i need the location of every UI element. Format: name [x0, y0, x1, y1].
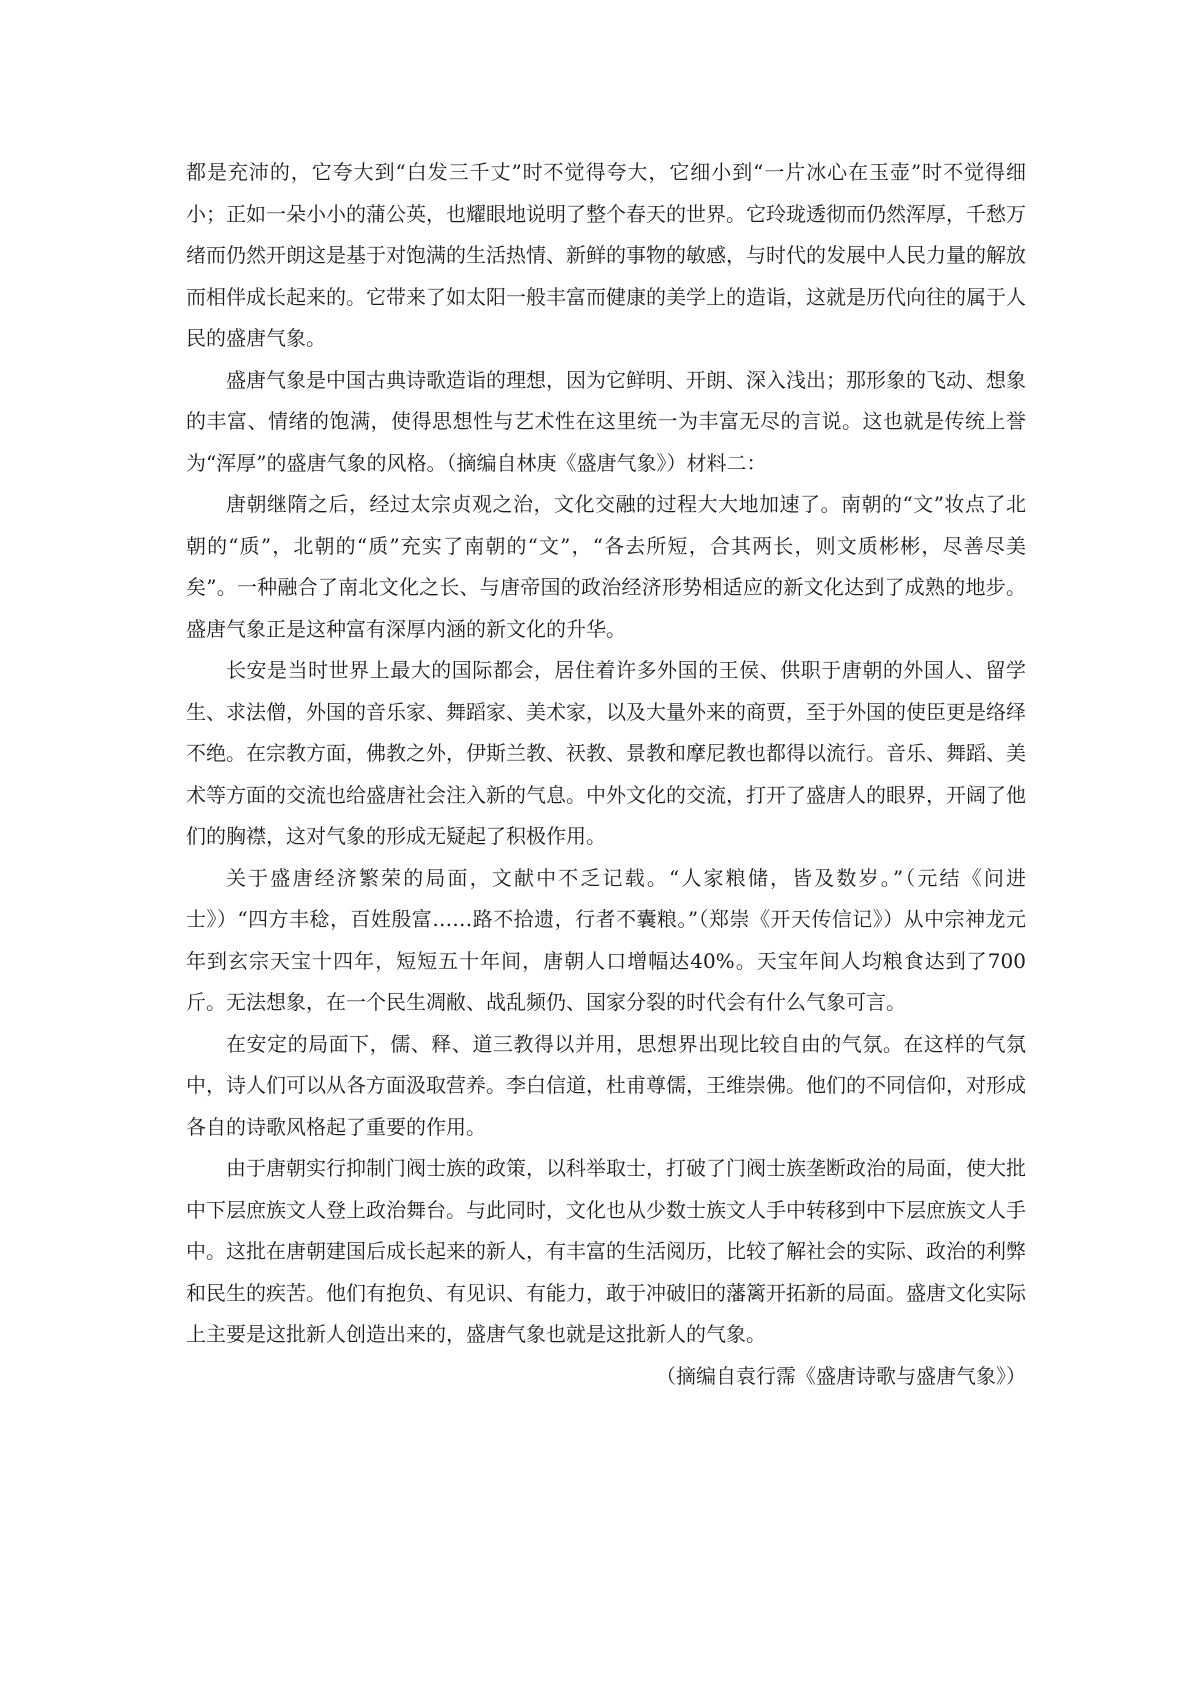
- document-body: [186, 152, 1026, 1397]
- paragraph-6: 在安定的局面下，儒、释、道三教得以并用，思想界出现比较自由的气氛。在这样的气氛中，诗人们可以从各方面汲取营养。李白信道，杜甫尊儒，王维崇佛。他们的不同信仰，对形成各自的诗歌风格起了重要的作用。: [186, 1031, 1026, 1139]
- paragraph-1: 都是充沛的，它夸大到“白发三千丈”时不觉得夸大，它细小到“一片冰心在玉壶”时不觉得细小；正如一朵小小的蒲公英，也耀眼地说明了整个春天的世界。它玲珑透彻而仍然浑厚，千愁万绪而仍然开朗这是基于对饱满的生活热情、新鲜的事物的敏感，与时代的发展中人民力量的解放而相伴成长起来的。它带来了如太阳一般丰富而健康的美学上的造诣，这就是历代向往的属于人民的盛唐气象。: [186, 160, 1026, 350]
- paragraph-7: 由于唐朝实行抑制门阀士族的政策，以科举取士，打破了门阀士族垄断政治的局面，使大批中下层庶族文人登上政治舞台。与此同时，文化也从少数士族文人手中转移到中下层庶族文人手中。这批在唐朝建国后成长起来的新人，有丰富的生活阅历，比较了解社会的实际、政治的利弊和民生的疾苦。他们有抱负、有见识、有能力，敢于冲破旧的藩篱开拓新的局面。盛唐文化实际上主要是这批新人创造出来的，盛唐气象也就是这批新人的气象。: [186, 1156, 1026, 1346]
- paragraph-5: 关于盛唐经济繁荣的局面，文献中不乏记载。“人家粮储，皆及数岁。”（元结《问进士》）“四方丰稔，百姓殷富……路不拾遗，行者不囊粮。”（郑崇《开天传信记》）从中宗神龙元年到玄宗天宝十四年，短短五十年间，唐朝人口增幅达40%。天宝年间人均粮食达到了700斤。无法想象，在一个民生凋敝、战乱频仍、国家分裂的时代会有什么气象可言。: [186, 865, 1026, 1014]
- source-citation: （摘编自袁行霈《盛唐诗歌与盛唐气象》）: [656, 1363, 1026, 1388]
- paragraph-3: 唐朝继隋之后，经过太宗贞观之治，文化交融的过程大大地加速了。南朝的“文”妆点了北朝的“质”，北朝的“质”充实了南朝的“文”，“各去所短，合其两长，则文质彬彬，尽善尽美矣”。一种融合了南北文化之长、与唐帝国的政治经济形势相适应的新文化达到了成熟的地步。盛唐气象正是这种富有深厚内涵的新文化的升华。: [186, 492, 1026, 641]
- paragraph-4: 长安是当时世界上最大的国际都会，居住着许多外国的王侯、供职于唐朝的外国人、留学生、求法僧，外国的音乐家、舞蹈家、美术家，以及大量外来的商贾，至于外国的使臣更是络绎不绝。在宗教方面，佛教之外，伊斯兰教、祆教、景教和摩尼教也都得以流行。音乐、舞蹈、美术等方面的交流也给盛唐社会注入新的气息。中外文化的交流，打开了盛唐人的眼界，开阔了他们的胸襟，这对气象的形成无疑起了积极作用。: [186, 658, 1026, 848]
- paragraph-2: 盛唐气象是中国古典诗歌造诣的理想，因为它鲜明、开朗、深入浅出；那形象的飞动、想象的丰富、情绪的饱满，使得思想性与艺术性在这里统一为丰富无尽的言说。这也就是传统上誉为“浑厚”的盛唐气象的风格。（摘编自林庚《盛唐气象》）材料二：: [186, 367, 1026, 475]
